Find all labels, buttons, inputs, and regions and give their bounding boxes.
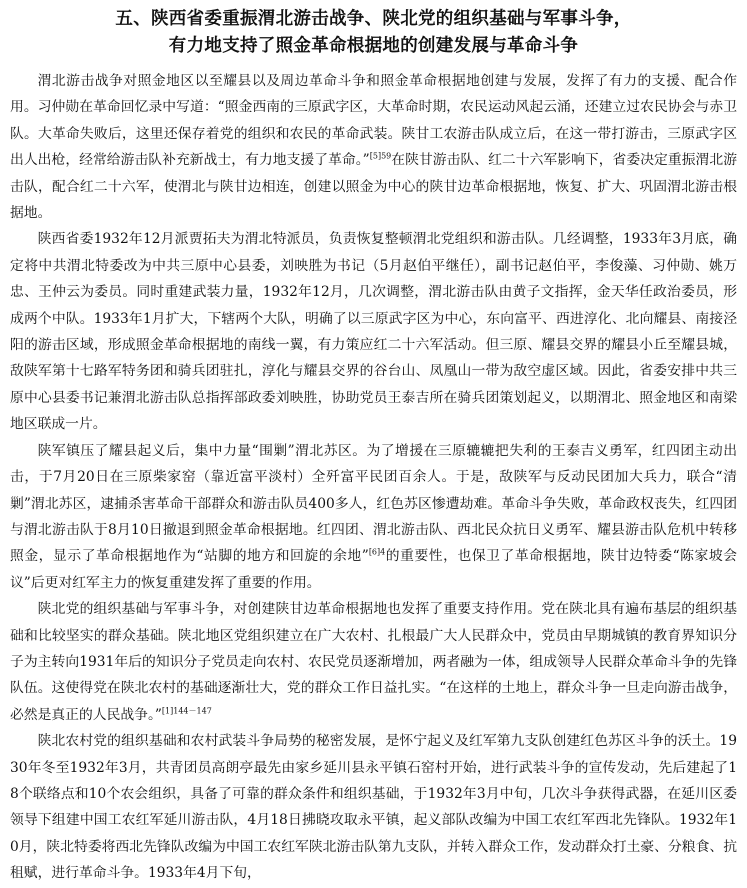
section-heading [10, 6, 737, 60]
paragraph-text: 渭北游击战争对照金地区以至耀县以及周边革命斗争和照金革命根据地创建与发展，发挥了有力的支援、配合作用。习仲勋在革命回忆录中写道：“照金西南的三原武字区，大革命时期，农民运动风起云涌，还建立过农民协会与赤卫队。大革命失败后，这里还保存着党的组织和农民的革命武装。陕甘工农游击队成立后，在这一带打游击，三原武字区出人出枪，经常给游击队补充新战士，有力地支援了革命。” [10, 73, 737, 169]
section-heading-line-1: 五、陕西省委重振渭北游击战争、陕北党的组织基础与军事斗争， [115, 9, 632, 29]
paragraph-text: 陕北农村党的组织基础和农村武装斗争局势的秘密发展，是怀宁起义及红军第九支队创建红色苏区斗争的沃土。1930年冬至1932年3月，共青团员高朗亭最先由家乡延川县永平镇石窑村开始，进行武装斗争的宣传发动，先后建起了18个联络点和10个农会组织，具备了可靠的群众条件和组织基础，于1932年3月中旬，几次斗争获得武器，在延川区委领导下组建中国工农红军延川游击队，4月18日拂晓攻取永平镇，起义部队改编为中国工农红军西北先锋队。1932年10月，陕北特委将西北先锋队改编为中国工农红军陕北游击队第九支队，并转入群众工作，发动群众打土豪、分粮食、抗租赋，进行革命斗争。1933年4月下旬， [10, 733, 737, 882]
paragraph-text: 的重要性，也保卫了革命根据地，陕甘边特委“陈家坡会议”后更对红军主力的恢复重建发挥了重要的作用。 [10, 548, 737, 591]
body-paragraph-5 [10, 728, 737, 886]
body-paragraph-3 [10, 438, 737, 596]
paragraph-text: 陕西省委1932年12月派贾拓夫为渭北特派员，负责恢复整顿渭北党组织和游击队。几经调整，1933年3月底，确定将中共渭北特委改为中共三原中心县委，刘映胜为书记（5月赵伯平继任），副书记赵伯平，李俊藻、习仲勋、姚万忠、王仲云为委员。同时重建武装力量，1932年12月，几次调整，渭北游击队由黄子文指挥，金天华任政治委员，形成两个中队。1933年1月扩大，下辖两个大队，明确了以三原武字区为中心，东向富平、西进淳化、北向耀县、南接泾阳的游击区域，形成照金革命根据地的南线一翼，有力策应红二十六军活动。但三原、耀县交界的耀县小丘至耀县城，敌陕军第十七路军特务团和骑兵团驻扎，淳化与耀县交界的谷台山、凤凰山一带为敌空虚区域。因此，省委安排中共三原中心县委书记兼渭北游击队总指挥部政委刘映胜，协助党员王泰吉所在骑兵团策划起义，以期渭北、照金地区和南梁地区联成一片。 [10, 231, 737, 433]
paragraph-text: 陕北党的组织基础与军事斗争，对创建陕甘边革命根据地也发挥了重要支持作用。党在陕北具有遍布基层的组织基础和比较坚实的群众基础。陕北地区党组织建立在广大农村、扎根最广大人民群众中，党员由早期城镇的教育界知识分子为主转向1931年后的知识分子党员走向农村、农民党员逐渐增加，两者融为一体，组成领导人民群众革命斗争的先锋队伍。这使得党在陕北农村的基础逐渐壮大，党的群众工作日益扎实。“在这样的土地上，群众斗争一旦走向游击战争，必然是真正的人民战争。” [10, 601, 737, 723]
paragraph-text: 陕军镇压了耀县起义后，集中力量“围剿”渭北苏区。为了增援在三原辘辘把失利的王泰吉义勇军，红四团主动出击，于7月20日在三原柴家窑（靠近富平淡村）全歼富平民团百余人。于是，敌陕军与反动民团加大兵力，联合“清剿”渭北苏区，逮捕杀害革命干部群众和游击队员400多人，红色苏区惨遭劫难。革命斗争失败，革命政权丧失，红四团与渭北游击队于8月10日撤退到照金革命根据地。红四团、渭北游击队、西北民众抗日义勇军、耀县游击队危机中转移照金，显示了革命根据地作为“站脚的地方和回旋的余地” [10, 442, 737, 565]
citation-marker: [5]59 [369, 151, 392, 161]
body-paragraph-4 [10, 596, 737, 728]
body-paragraph-2 [10, 226, 737, 437]
section-heading-line-2: 有力地支持了照金革命根据地的创建发展与革命斗争 [168, 36, 579, 56]
body-paragraph-1 [10, 68, 737, 226]
citation-marker: [1]144－147 [161, 706, 212, 716]
citation-marker: [6]4 [368, 547, 386, 557]
paragraph-text: 在陕甘游击队、红二十六军影响下，省委决定重振渭北游击队，配合红二十六军，使渭北与陕甘边相连，创建以照金为中心的陕甘边革命根据地，恢复、扩大、巩固渭北游击根据地。 [10, 152, 737, 222]
